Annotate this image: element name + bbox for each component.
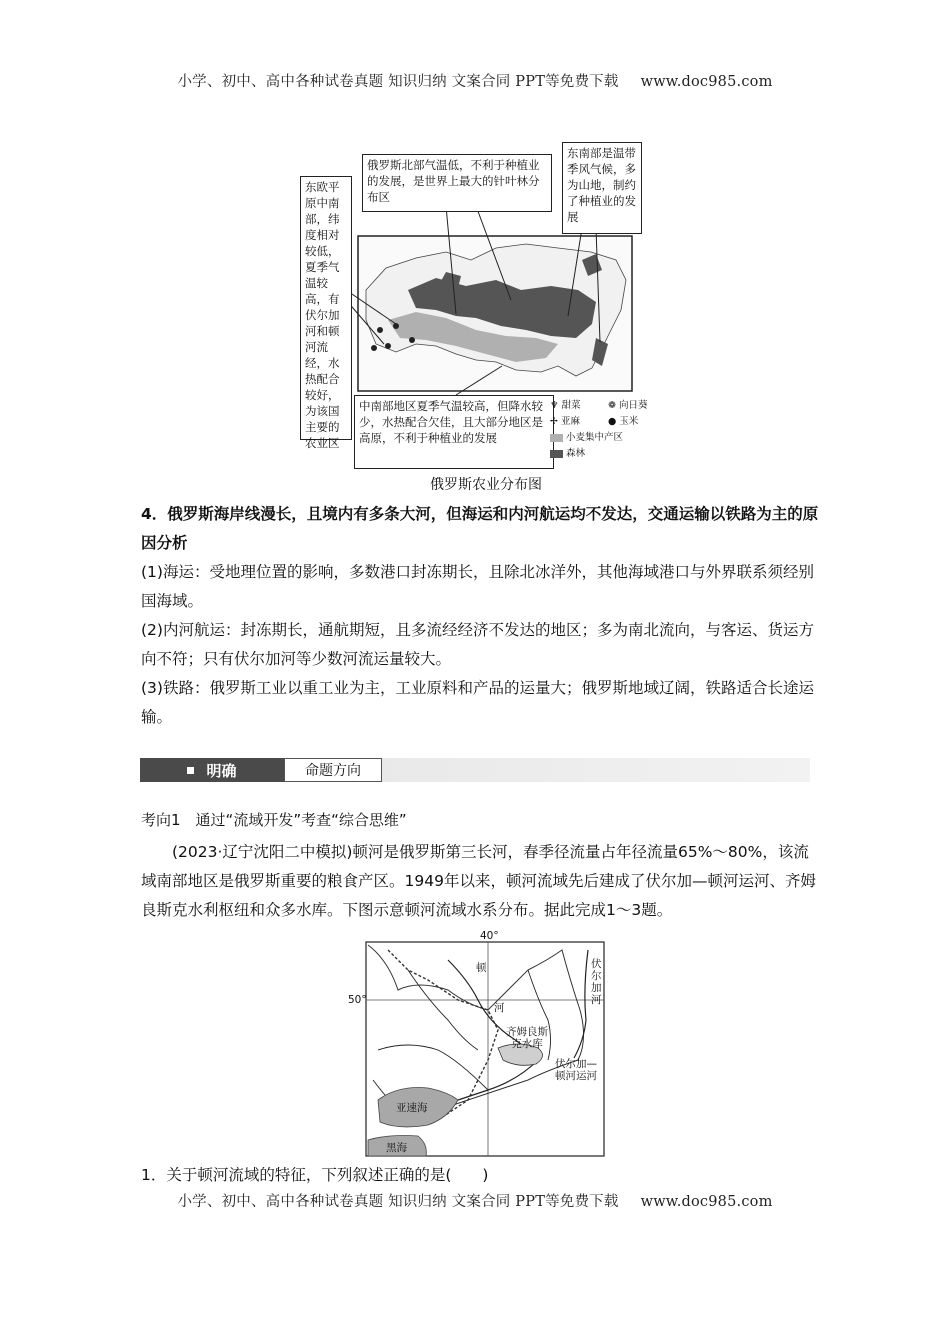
callout-southeast: 东南部是温带季风气候，多为山地，制约了种植业的发展 <box>562 142 642 234</box>
legend-wheat-area: 小麦集中产区 <box>566 432 624 443</box>
kaoxiang-intro: (2023·辽宁沈阳二中模拟)顿河是俄罗斯第三长河，春季径流量占年径流量65%～80%，该流域南部地区是俄罗斯重要的粮食产区。1949年以来，顿河流域先后建成了伏尔加—顿河运河、齐姆良斯克水利枢纽和众多水库。下图示意顿河流域水系分布。据此完成1～3题。 <box>141 843 816 919</box>
section-bar-dark-label: 明确 <box>206 761 237 780</box>
canal-label: 伏尔加—顿河运河 <box>555 1058 597 1082</box>
longitude-label: 40° <box>480 930 499 942</box>
callout-south: 中南部地区夏季气温较高，但降水较少，水热配合欠佳，且大部分地区是高原，不利于种植业的发展 <box>354 395 554 469</box>
wheat-swatch-icon <box>550 434 563 442</box>
don-river-basin-map <box>348 930 608 1158</box>
section4-paragraph-1: (1)海运：受地理位置的影响，多数港口封冻期长，且除北冰洋外，其他海域港口与外界联系须经别国海域。 <box>141 563 814 610</box>
header-site-link[interactable]: www.doc985.com <box>640 74 773 90</box>
map-legend <box>550 398 670 462</box>
flax-icon: ✢ <box>550 416 558 427</box>
section-bar <box>140 758 810 782</box>
legend-sugar-beet: 甜菜 <box>561 400 581 411</box>
section-bar-dark <box>140 758 284 782</box>
black-sea-label: 黑海 <box>386 1142 407 1154</box>
figure1-caption: 俄罗斯农业分布图 <box>430 477 542 493</box>
kaoxiang-title: 考向1 通过“流域开发”考查“综合思维” <box>141 811 407 829</box>
legend-flax: 亚麻 <box>560 416 580 427</box>
legend-corn: 玉米 <box>619 416 639 427</box>
square-bullet-icon <box>187 767 194 774</box>
sunflower-icon: ❁ <box>608 400 616 411</box>
reservoir-label: 齐姆良斯克水库 <box>506 1026 548 1050</box>
page-header <box>0 70 950 91</box>
forest-swatch-icon <box>550 450 563 458</box>
legend-forest: 森林 <box>566 448 586 459</box>
don-river-label: 顿 <box>476 962 487 974</box>
callout-west: 东欧平原中南部，纬度相对较低，夏季气温较高，有伏尔加河和顿河流经，水热配合较好，为该国主要的农业区 <box>300 176 352 440</box>
latitude-label: 50° <box>348 994 367 1006</box>
sugar-beet-icon: ♆ <box>550 400 559 411</box>
volga-label: 伏尔加河 <box>591 958 602 1006</box>
legend-sunflower: 向日葵 <box>618 400 648 411</box>
section4-title: 4．俄罗斯海岸线漫长，且境内有多条大河，但海运和内河航运均不发达，交通运输以铁路为主的原因分析 <box>141 505 819 552</box>
he-label: 河 <box>494 1002 505 1014</box>
section-bar-light: 命题方向 <box>284 758 382 782</box>
corn-icon: ● <box>608 416 617 427</box>
footer-text: 小学、初中、高中各种试卷真题 知识归纳 文案合同 PPT等免费下载 <box>177 1194 619 1210</box>
page-footer <box>0 1190 950 1211</box>
russia-agriculture-map <box>296 140 676 470</box>
header-text: 小学、初中、高中各种试卷真题 知识归纳 文案合同 PPT等免费下载 <box>177 74 619 90</box>
section4-paragraph-3: (3)铁路：俄罗斯工业以重工业为主，工业原料和产品的运量大；俄罗斯地域辽阔，铁路适合长途运输。 <box>141 679 814 726</box>
azov-sea-label: 亚速海 <box>396 1102 428 1114</box>
question-1: 1．关于顿河流域的特征，下列叙述正确的是( ) <box>141 1166 489 1184</box>
callout-north: 俄罗斯北部气温低，不利于种植业的发展，是世界上最大的针叶林分布区 <box>362 154 552 212</box>
footer-site-link[interactable]: www.doc985.com <box>640 1194 773 1210</box>
section4-paragraph-2: (2)内河航运：封冻期长，通航期短，且多流经经济不发达的地区；多为南北流向，与客运、货运方向不符；只有伏尔加河等少数河流运量较大。 <box>141 621 814 668</box>
